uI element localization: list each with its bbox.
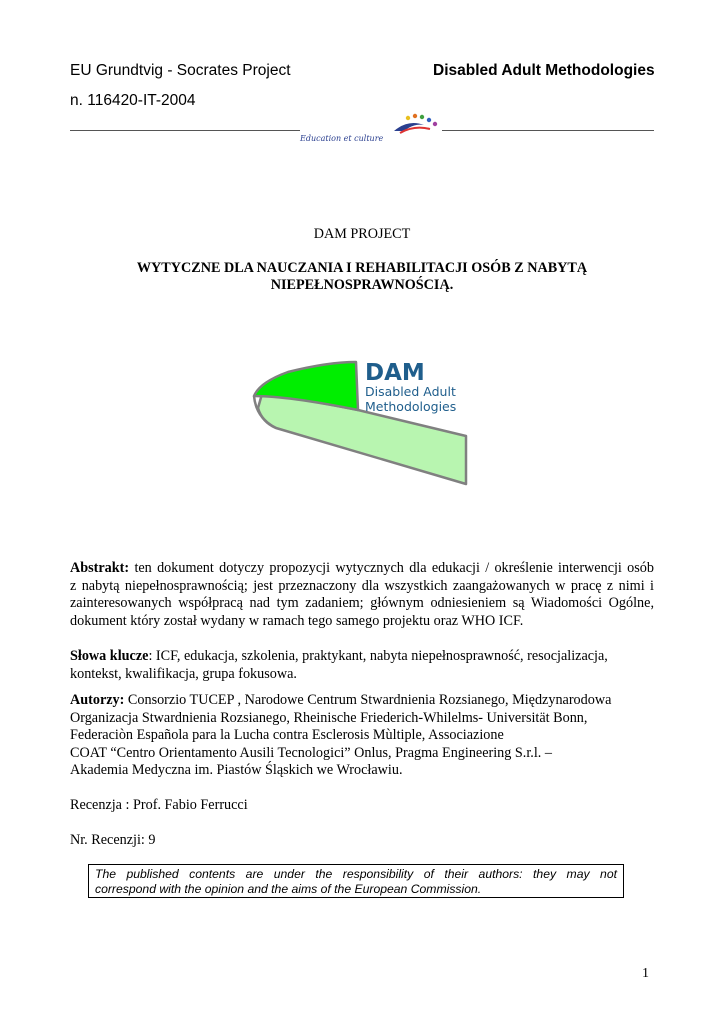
reviewer: Recenzja : Prof. Fabio Ferrucci	[70, 797, 248, 813]
eu-caption: Education et culture	[300, 134, 384, 143]
keywords-label: Słowa klucze	[70, 648, 149, 664]
abstract-line-2: z nabytą niepełnosprawnością; jest przeznaczony dla wszystkich zaangażowanych w pracę z nimi i	[70, 577, 654, 594]
dam-logo-acronym: DAM	[365, 360, 425, 386]
document-title: DAM PROJECT	[313, 226, 411, 242]
abstract-line-1: Abstrakt: ten dokument dotyczy propozycji wytycznych dla edukacji / określenie interwencji osób	[70, 560, 654, 576]
project-name: EU Grundtvig - Socrates Project	[70, 62, 291, 79]
dam-logo	[248, 352, 478, 490]
abstract-paragraph	[70, 560, 654, 630]
abstract-line-3: zainteresowanych współpracą nad tym zadaniem; głównym odniesieniem są Wiadomości Ogólne,	[70, 595, 654, 612]
header-right-title: Disabled Adult Methodologies	[433, 62, 655, 79]
dam-logo-name-line2: Methodologies	[365, 399, 457, 414]
document-subtitle-line2: NIEPEŁNOSPRAWNOŚCIĄ.	[270, 277, 454, 293]
eu-education-culture-logo	[390, 113, 442, 139]
abstract-label: Abstrakt:	[70, 560, 130, 576]
dam-logo-name-line1: Disabled Adult	[365, 384, 456, 399]
authors-label: Autorzy:	[70, 692, 125, 708]
disclaimer-box	[88, 864, 624, 898]
authors-line-2: Organizacja Stwardnienia Rozsianego, Rheinische Friederich-Whilelms- Universität Bonn,	[70, 709, 588, 726]
disclaimer-line-1: The published contents are under the responsibility of their authors: they may not	[95, 867, 617, 881]
keywords-paragraph	[70, 648, 654, 683]
page-number: 1	[642, 966, 649, 981]
header-rule-left	[70, 130, 300, 131]
document-subtitle-line1: WYTYCZNE DLA NAUCZANIA I REHABILITACJI OSÓB Z NABYTĄ	[136, 260, 588, 276]
authors-line-5: Akademia Medyczna im. Piastów Śląskich we Wrocławiu.	[70, 762, 403, 779]
keywords-line-2: kontekst, kwalifikacja, grupa fokusowa.	[70, 665, 297, 682]
disclaimer-line-2: correspond with the opinion and the aims of the European Commission.	[95, 882, 482, 896]
authors-line-4: COAT “Centro Orientamento Ausili Tecnologici” Onlus, Pragma Engineering S.r.l. –	[70, 744, 552, 761]
review-number: Nr. Recenzji: 9	[70, 832, 156, 848]
authors-paragraph	[70, 692, 654, 780]
keywords-line-1: Słowa klucze: ICF, edukacja, szkolenia, praktykant, nabyta niepełnosprawność, resocjalizacja,	[70, 648, 608, 664]
header-rule-right	[442, 130, 654, 131]
authors-line-1: Autorzy: Consorzio TUCEP , Narodowe Centrum Stwardnienia Rozsianego, Międzynarodowa	[70, 692, 612, 708]
authors-line-3: Federaciòn Española para la Lucha contra Esclerosis Mùltiple, Associazione	[70, 727, 504, 744]
abstract-line-4: dokument który został wydany w ramach tego samego projektu oraz WHO ICF.	[70, 612, 524, 629]
project-number: n. 116420-IT-2004	[70, 92, 196, 109]
